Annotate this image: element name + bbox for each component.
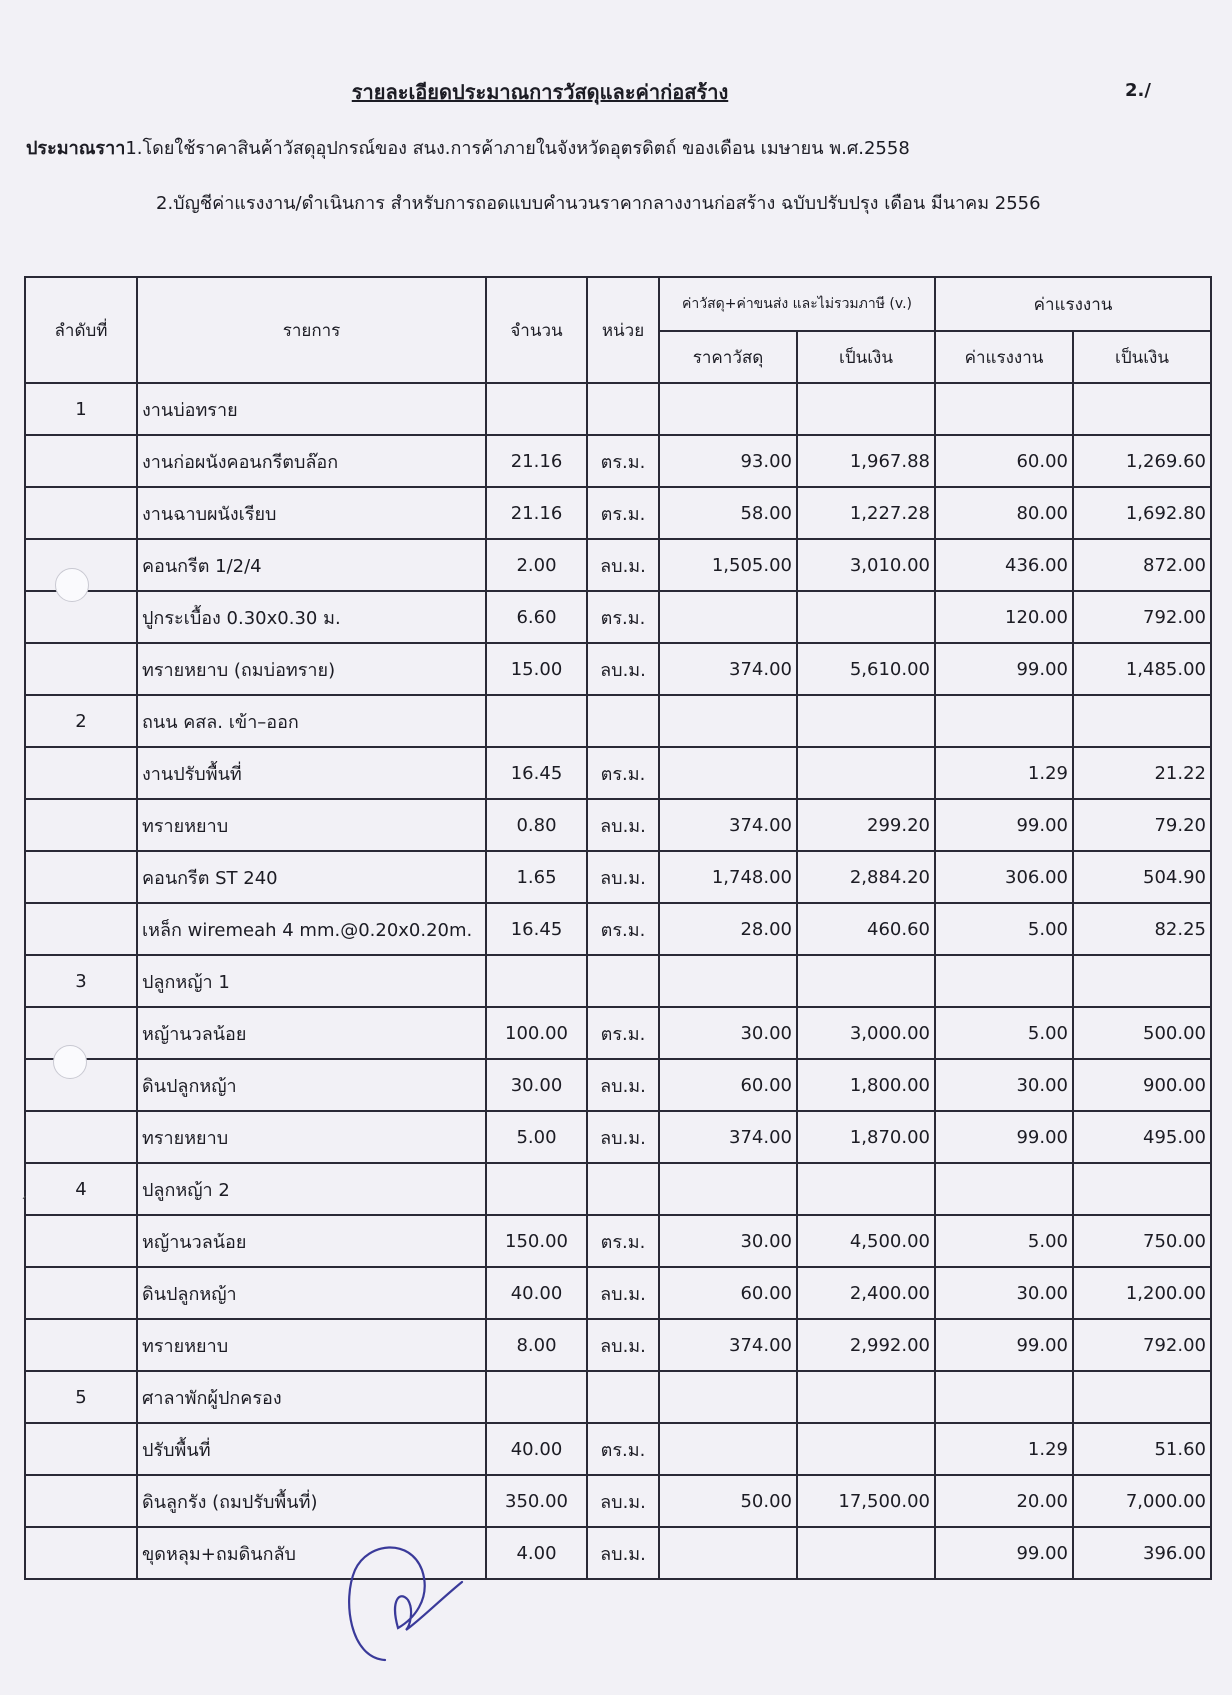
cell-unit: ลบ.ม. — [587, 539, 659, 591]
cell-item: เหล็ก wiremeah 4 mm.@0.20x0.20m. — [137, 903, 486, 955]
cell-material-amount — [797, 747, 935, 799]
cell-labor-amount: 1,200.00 — [1073, 1267, 1211, 1319]
cell-no: 1 — [25, 383, 137, 435]
cell-qty: 1.65 — [486, 851, 587, 903]
cell-material-amount — [797, 383, 935, 435]
cell-material-amount: 4,500.00 — [797, 1215, 935, 1267]
table-row — [25, 1007, 1211, 1059]
cell-labor-price: 436.00 — [935, 539, 1073, 591]
cell-labor-price: 30.00 — [935, 1267, 1073, 1319]
handwritten-signature-icon — [340, 1530, 490, 1670]
cell-item: ถนน คสล. เข้า–ออก — [137, 695, 486, 747]
cell-labor-price: 99.00 — [935, 643, 1073, 695]
cell-no — [25, 1111, 137, 1163]
cell-labor-amount — [1073, 1163, 1211, 1215]
cell-item: หญ้านวลน้อย — [137, 1215, 486, 1267]
cell-labor-price: 120.00 — [935, 591, 1073, 643]
cell-unit: ตร.ม. — [587, 1215, 659, 1267]
cell-labor-amount: 51.60 — [1073, 1423, 1211, 1475]
cell-unit: ตร.ม. — [587, 1423, 659, 1475]
cell-no — [25, 1267, 137, 1319]
cell-material-price: 374.00 — [659, 1111, 797, 1163]
cell-material-price — [659, 591, 797, 643]
table-row — [25, 435, 1211, 487]
cell-material-price — [659, 695, 797, 747]
cell-unit: ตร.ม. — [587, 487, 659, 539]
cell-material-amount: 1,800.00 — [797, 1059, 935, 1111]
cell-labor-price: 1.29 — [935, 747, 1073, 799]
cell-material-price: 58.00 — [659, 487, 797, 539]
cell-labor-price: 20.00 — [935, 1475, 1073, 1527]
cell-unit: ลบ.ม. — [587, 1527, 659, 1579]
cell-qty: 16.45 — [486, 747, 587, 799]
cell-material-amount — [797, 591, 935, 643]
cell-material-amount — [797, 1371, 935, 1423]
cell-no — [25, 1475, 137, 1527]
cell-unit: ลบ.ม. — [587, 1059, 659, 1111]
cell-material-price — [659, 747, 797, 799]
cell-material-price: 60.00 — [659, 1059, 797, 1111]
cell-labor-amount: 79.20 — [1073, 799, 1211, 851]
cell-labor-amount: 1,269.60 — [1073, 435, 1211, 487]
cell-material-amount — [797, 955, 935, 1007]
boq-table-body — [25, 383, 1211, 1579]
cell-material-price: 374.00 — [659, 799, 797, 851]
cell-labor-amount: 750.00 — [1073, 1215, 1211, 1267]
cell-material-amount: 2,400.00 — [797, 1267, 935, 1319]
cell-material-amount: 2,992.00 — [797, 1319, 935, 1371]
table-row — [25, 695, 1211, 747]
cell-labor-price: 5.00 — [935, 1215, 1073, 1267]
cell-material-price: 60.00 — [659, 1267, 797, 1319]
table-row — [25, 487, 1211, 539]
header-material-group: ค่าวัสดุ+ค่าขนส่ง และไม่รวมภาษี (v.) — [659, 277, 935, 331]
header-no: ลำดับที่ — [25, 277, 137, 383]
cell-labor-amount — [1073, 695, 1211, 747]
ink-mark: ˊ — [20, 1196, 27, 1212]
cell-material-amount: 17,500.00 — [797, 1475, 935, 1527]
cell-labor-price: 1.29 — [935, 1423, 1073, 1475]
cell-labor-price: 80.00 — [935, 487, 1073, 539]
cell-qty: 8.00 — [486, 1319, 587, 1371]
cell-labor-amount: 500.00 — [1073, 1007, 1211, 1059]
cell-unit: ลบ.ม. — [587, 851, 659, 903]
cell-unit — [587, 1371, 659, 1423]
cell-material-price — [659, 1371, 797, 1423]
cell-qty — [486, 1371, 587, 1423]
cell-qty: 30.00 — [486, 1059, 587, 1111]
header-labor-amount: เป็นเงิน — [1073, 331, 1211, 383]
table-row — [25, 1527, 1211, 1579]
cell-material-price — [659, 1163, 797, 1215]
document-title: รายละเอียดประมาณการวัสดุและค่าก่อสร้าง — [351, 80, 729, 104]
table-row — [25, 1475, 1211, 1527]
cell-qty: 21.16 — [486, 435, 587, 487]
cell-material-price: 93.00 — [659, 435, 797, 487]
cell-item: คอนกรีต ST 240 — [137, 851, 486, 903]
cell-item: งานฉาบผนังเรียบ — [137, 487, 486, 539]
cell-qty: 4.00 — [486, 1527, 587, 1579]
header-material-amount: เป็นเงิน — [797, 331, 935, 383]
estimate-basis-line-2: 2.บัญชีค่าแรงงาน/ดำเนินการ สำหรับการถอดแบบคำนวนราคากลางงานก่อสร้าง ฉบับปรับปรุง เดือน มีนาคม 2556 — [156, 193, 1041, 214]
cell-labor-price — [935, 955, 1073, 1007]
cell-unit — [587, 695, 659, 747]
cell-no: 2 — [25, 695, 137, 747]
cell-material-amount: 1,967.88 — [797, 435, 935, 487]
cell-labor-amount: 82.25 — [1073, 903, 1211, 955]
cell-labor-amount: 21.22 — [1073, 747, 1211, 799]
cell-material-amount: 1,870.00 — [797, 1111, 935, 1163]
cell-unit: ลบ.ม. — [587, 1111, 659, 1163]
cell-unit — [587, 383, 659, 435]
table-row — [25, 1111, 1211, 1163]
header-material-price: ราคาวัสดุ — [659, 331, 797, 383]
cell-labor-amount: 792.00 — [1073, 591, 1211, 643]
cell-material-amount: 1,227.28 — [797, 487, 935, 539]
cell-item: หญ้านวลน้อย — [137, 1007, 486, 1059]
cell-unit: ลบ.ม. — [587, 643, 659, 695]
table-row — [25, 1267, 1211, 1319]
estimate-basis-label: ประมาณราา — [26, 138, 126, 159]
table-row — [25, 1319, 1211, 1371]
cell-material-price: 1,748.00 — [659, 851, 797, 903]
cell-labor-price: 5.00 — [935, 1007, 1073, 1059]
table-row — [25, 591, 1211, 643]
page-number: 2./ — [1125, 80, 1151, 101]
cell-material-price — [659, 1527, 797, 1579]
cell-no — [25, 799, 137, 851]
cell-no — [25, 1319, 137, 1371]
cell-material-price: 374.00 — [659, 643, 797, 695]
cell-material-amount: 5,610.00 — [797, 643, 935, 695]
cell-material-price: 30.00 — [659, 1007, 797, 1059]
cell-item: คอนกรีต 1/2/4 — [137, 539, 486, 591]
cell-labor-price: 99.00 — [935, 1319, 1073, 1371]
cell-item: ปรับพื้นที่ — [137, 1423, 486, 1475]
cell-unit: ตร.ม. — [587, 591, 659, 643]
cell-qty: 21.16 — [486, 487, 587, 539]
cell-item: งานปรับพื้นที่ — [137, 747, 486, 799]
cell-item: ทรายหยาบ (ถมบ่อทราย) — [137, 643, 486, 695]
table-row — [25, 851, 1211, 903]
cell-qty — [486, 695, 587, 747]
cell-labor-price — [935, 695, 1073, 747]
table-row — [25, 643, 1211, 695]
table-row — [25, 747, 1211, 799]
header-labor-group: ค่าแรงงาน — [935, 277, 1211, 331]
table-row — [25, 1371, 1211, 1423]
cell-material-amount — [797, 1527, 935, 1579]
cell-material-price — [659, 1423, 797, 1475]
cell-no — [25, 643, 137, 695]
cell-item: ปลูกหญ้า 2 — [137, 1163, 486, 1215]
cell-qty: 40.00 — [486, 1423, 587, 1475]
cell-labor-amount: 504.90 — [1073, 851, 1211, 903]
cell-unit: ตร.ม. — [587, 435, 659, 487]
cell-labor-price: 30.00 — [935, 1059, 1073, 1111]
cell-qty — [486, 1163, 587, 1215]
cell-item: ทรายหยาบ — [137, 1319, 486, 1371]
cell-qty — [486, 955, 587, 1007]
header-qty: จำนวน — [486, 277, 587, 383]
cell-unit — [587, 1163, 659, 1215]
cell-no — [25, 851, 137, 903]
cell-labor-price: 60.00 — [935, 435, 1073, 487]
table-row — [25, 799, 1211, 851]
cell-qty — [486, 383, 587, 435]
cell-qty: 6.60 — [486, 591, 587, 643]
cell-unit: ลบ.ม. — [587, 1267, 659, 1319]
cell-labor-amount: 396.00 — [1073, 1527, 1211, 1579]
cell-item: ปูกระเบื้อง 0.30x0.30 ม. — [137, 591, 486, 643]
cell-material-price: 30.00 — [659, 1215, 797, 1267]
cell-labor-price — [935, 383, 1073, 435]
cell-item: ศาลาพักผู้ปกครอง — [137, 1371, 486, 1423]
cell-material-amount: 2,884.20 — [797, 851, 935, 903]
cell-qty: 15.00 — [486, 643, 587, 695]
cell-material-price — [659, 955, 797, 1007]
cell-qty: 40.00 — [486, 1267, 587, 1319]
cell-qty: 0.80 — [486, 799, 587, 851]
cell-unit: ลบ.ม. — [587, 1475, 659, 1527]
boq-table — [24, 276, 1212, 1580]
cell-no: 5 — [25, 1371, 137, 1423]
table-row — [25, 383, 1211, 435]
cell-labor-price: 5.00 — [935, 903, 1073, 955]
cell-material-price — [659, 383, 797, 435]
cell-item: ทรายหยาบ — [137, 1111, 486, 1163]
table-row — [25, 539, 1211, 591]
cell-no — [25, 1527, 137, 1579]
table-row — [25, 1215, 1211, 1267]
cell-unit: ลบ.ม. — [587, 1319, 659, 1371]
cell-item: ทรายหยาบ — [137, 799, 486, 851]
cell-material-amount — [797, 1163, 935, 1215]
cell-labor-amount — [1073, 955, 1211, 1007]
cell-material-amount: 3,010.00 — [797, 539, 935, 591]
cell-no — [25, 747, 137, 799]
cell-labor-amount: 900.00 — [1073, 1059, 1211, 1111]
cell-labor-price: 306.00 — [935, 851, 1073, 903]
cell-no: 3 — [25, 955, 137, 1007]
cell-material-amount: 460.60 — [797, 903, 935, 955]
cell-labor-amount — [1073, 383, 1211, 435]
cell-item: ดินลูกรัง (ถมปรับพื้นที่) — [137, 1475, 486, 1527]
estimate-basis-text-1: 1.โดยใช้ราคาสินค้าวัสดุอุปกรณ์ของ สนง.การค้าภายในจังหวัดอุตรดิตถ์ ของเดือน เมษายน พ.ศ.2558 — [125, 138, 910, 159]
estimate-basis-line-1 — [26, 133, 910, 162]
cell-qty: 350.00 — [486, 1475, 587, 1527]
cell-material-amount — [797, 695, 935, 747]
cell-material-price: 50.00 — [659, 1475, 797, 1527]
cell-no — [25, 903, 137, 955]
cell-material-amount: 3,000.00 — [797, 1007, 935, 1059]
cell-no — [25, 1423, 137, 1475]
cell-unit: ตร.ม. — [587, 747, 659, 799]
cell-no — [25, 487, 137, 539]
cell-labor-amount: 872.00 — [1073, 539, 1211, 591]
cell-labor-price: 99.00 — [935, 1111, 1073, 1163]
cell-material-price: 374.00 — [659, 1319, 797, 1371]
cell-labor-amount: 7,000.00 — [1073, 1475, 1211, 1527]
cell-item: ปลูกหญ้า 1 — [137, 955, 486, 1007]
header-labor-price: ค่าแรงงาน — [935, 331, 1073, 383]
cell-labor-amount: 495.00 — [1073, 1111, 1211, 1163]
punch-hole-icon — [53, 1045, 87, 1079]
cell-labor-amount: 1,692.80 — [1073, 487, 1211, 539]
cell-no — [25, 435, 137, 487]
cell-unit: ลบ.ม. — [587, 799, 659, 851]
cell-item: งานก่อผนังคอนกรีตบล๊อก — [137, 435, 486, 487]
table-row — [25, 1423, 1211, 1475]
cell-labor-price — [935, 1163, 1073, 1215]
header-unit: หน่วย — [587, 277, 659, 383]
cell-labor-price: 99.00 — [935, 799, 1073, 851]
cell-material-price: 28.00 — [659, 903, 797, 955]
cell-no — [25, 1215, 137, 1267]
cell-labor-price: 99.00 — [935, 1527, 1073, 1579]
cell-unit: ตร.ม. — [587, 903, 659, 955]
cell-qty: 100.00 — [486, 1007, 587, 1059]
cell-unit — [587, 955, 659, 1007]
table-row — [25, 955, 1211, 1007]
cell-qty: 150.00 — [486, 1215, 587, 1267]
table-row — [25, 903, 1211, 955]
cell-unit: ตร.ม. — [587, 1007, 659, 1059]
cell-material-amount — [797, 1423, 935, 1475]
table-row — [25, 1059, 1211, 1111]
cell-no: 4 — [25, 1163, 137, 1215]
table-row — [25, 1163, 1211, 1215]
cell-item: ดินปลูกหญ้า — [137, 1059, 486, 1111]
cell-qty: 16.45 — [486, 903, 587, 955]
cell-labor-amount: 1,485.00 — [1073, 643, 1211, 695]
cell-item: งานบ่อทราย — [137, 383, 486, 435]
cell-labor-amount: 792.00 — [1073, 1319, 1211, 1371]
cell-qty: 5.00 — [486, 1111, 587, 1163]
header-item: รายการ — [137, 277, 486, 383]
cell-item: ดินปลูกหญ้า — [137, 1267, 486, 1319]
cell-labor-amount — [1073, 1371, 1211, 1423]
cell-item: ขุดหลุม+ถมดินกลับ — [137, 1527, 486, 1579]
cell-labor-price — [935, 1371, 1073, 1423]
cell-qty: 2.00 — [486, 539, 587, 591]
punch-hole-icon — [55, 568, 89, 602]
cell-material-amount: 299.20 — [797, 799, 935, 851]
cell-material-price: 1,505.00 — [659, 539, 797, 591]
